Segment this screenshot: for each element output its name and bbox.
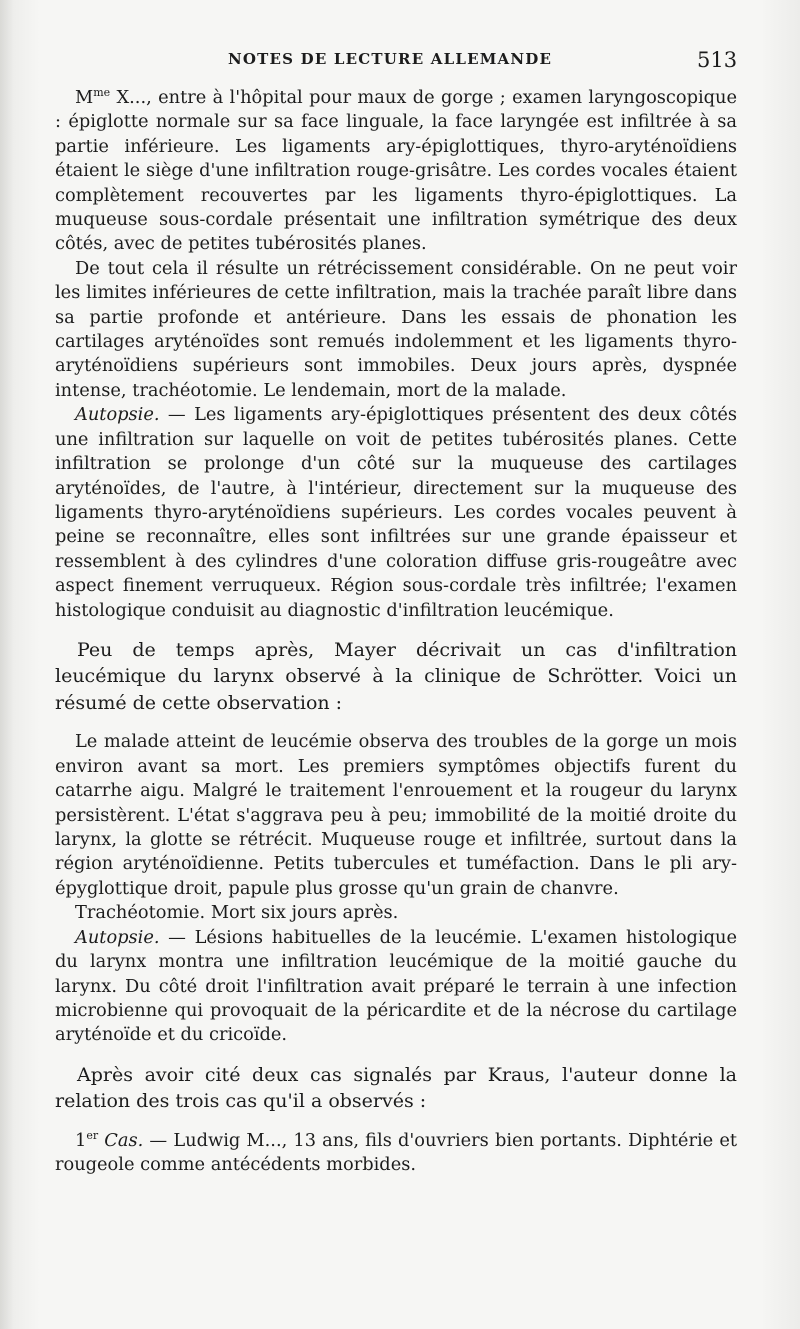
paragraph-text: — Les ligaments ary-épiglottiques présentent des deux côtés une infiltration sur laquelle on voit de petites tubérosités planes. Cette infiltration se prolonge d'un côté sur la muqueuse des cartilages aryténoïdes, de l'autre, à l'intérieur, directement sur la muqueuse des ligaments thyro-aryténoïdiens supérieurs. Les cordes vocales peuvent à peine se reconnaître, elles sont infiltrées sur une grande épaisseur et ressemblent à des cylindres d'une coloration diffuse gris-rougeâtre avec aspect finement verruqueux. Région sous-cordale très infiltrée; l'examen histologique conduisit au diagnostic d'infiltration leucémique. (55, 404, 737, 621)
case-block (55, 1129, 737, 1178)
narrative-block-2 (55, 1062, 737, 1115)
title-abbrev-sup: me (93, 86, 111, 100)
case-number-sup: er (86, 1128, 99, 1142)
narrative-block-1 (55, 637, 737, 717)
observation-paragraph (55, 403, 737, 623)
case-label: Cas. (98, 1129, 144, 1151)
observation-paragraph: De tout cela il résulte un rétrécissement considérable. On ne peut voir les limites inférieures de cette infiltration, mais la trachée paraît libre dans sa partie profonde et antérieure. Dans les essais de phonation les cartilages aryténoïdes sont remués indolemment et les ligaments thyro-aryténoïdiens supérieurs sont immobiles. Deux jours après, dyspnée intense, trachéotomie. Le lendemain, mort de la malade. (55, 257, 737, 401)
observation-paragraph (55, 926, 737, 1048)
narrative-paragraph: Peu de temps après, Mayer décrivait un cas d'infiltration leucémique du larynx observé à la clinique de Schrötter. Voici un résumé de cette observation : (55, 638, 737, 714)
narrative-paragraph: Après avoir cité deux cas signalés par Kraus, l'auteur donne la relation des trois cas qu'il a observés : (55, 1063, 737, 1113)
observation-block-1 (55, 86, 737, 623)
paragraph-text: X..., entre à l'hôpital pour maux de gorge ; examen laryngoscopique : épiglotte normale sur sa face linguale, la face laryngée est infiltrée à sa partie inférieure. Les ligaments ary-épiglottiques, thyro-aryténoïdiens étaient le siège d'une infiltration rouge-grisâtre. Les cordes vocales étaient complètement recouvertes par les ligaments thyro-épiglottiques. La muqueuse sous-cordale présentait une infiltration symétrique des deux côtés, avec de petites tubérosités planes. (55, 87, 737, 255)
case-number: 1 (75, 1129, 87, 1151)
title-abbrev: M (75, 87, 94, 108)
observation-block-2 (55, 730, 737, 1047)
autopsy-label: Autopsie. (75, 404, 160, 426)
autopsy-label: Autopsie. (75, 926, 160, 948)
running-head: NOTES DE LECTURE ALLEMANDE (228, 50, 553, 68)
paragraph-text: — Lésions habituelles de la leucémie. L'examen histologique du larynx montra une infiltration leucémique de la moitié gauche du larynx. Du côté droit l'infiltration avait préparé le terrain à une infection microbienne qui provoquait de la péricardite et de la nécrose du cartilage aryténoïde et du cricoïde. (55, 926, 737, 1046)
paragraph-text: — Ludwig M..., 13 ans, fils d'ouvriers bien portants. Diphtérie et rougeole comme antécédents morbides. (55, 1129, 737, 1176)
page-text (55, 86, 737, 1178)
observation-paragraph (55, 86, 737, 257)
observation-paragraph: Le malade atteint de leucémie observa des troubles de la gorge un mois environ avant sa mort. Les premiers symptômes objectifs furent du catarrhe aigu. Malgré le traitement l'enrouement et la rougeur du larynx persistèrent. L'état s'aggrava peu à peu; immobilité de la moitié droite du larynx, la glotte se rétrécit. Muqueuse rouge et infiltrée, surtout dans la région aryténoïdienne. Petits tubercules et tuméfaction. Dans le pli ary-épyglottique droit, papule plus grosse qu'un grain de chanvre. (55, 731, 737, 899)
observation-paragraph: Trachéotomie. Mort six jours après. (75, 902, 399, 924)
case-paragraph (55, 1129, 737, 1178)
page-number: 513 (697, 48, 738, 72)
page-header (0, 48, 800, 78)
